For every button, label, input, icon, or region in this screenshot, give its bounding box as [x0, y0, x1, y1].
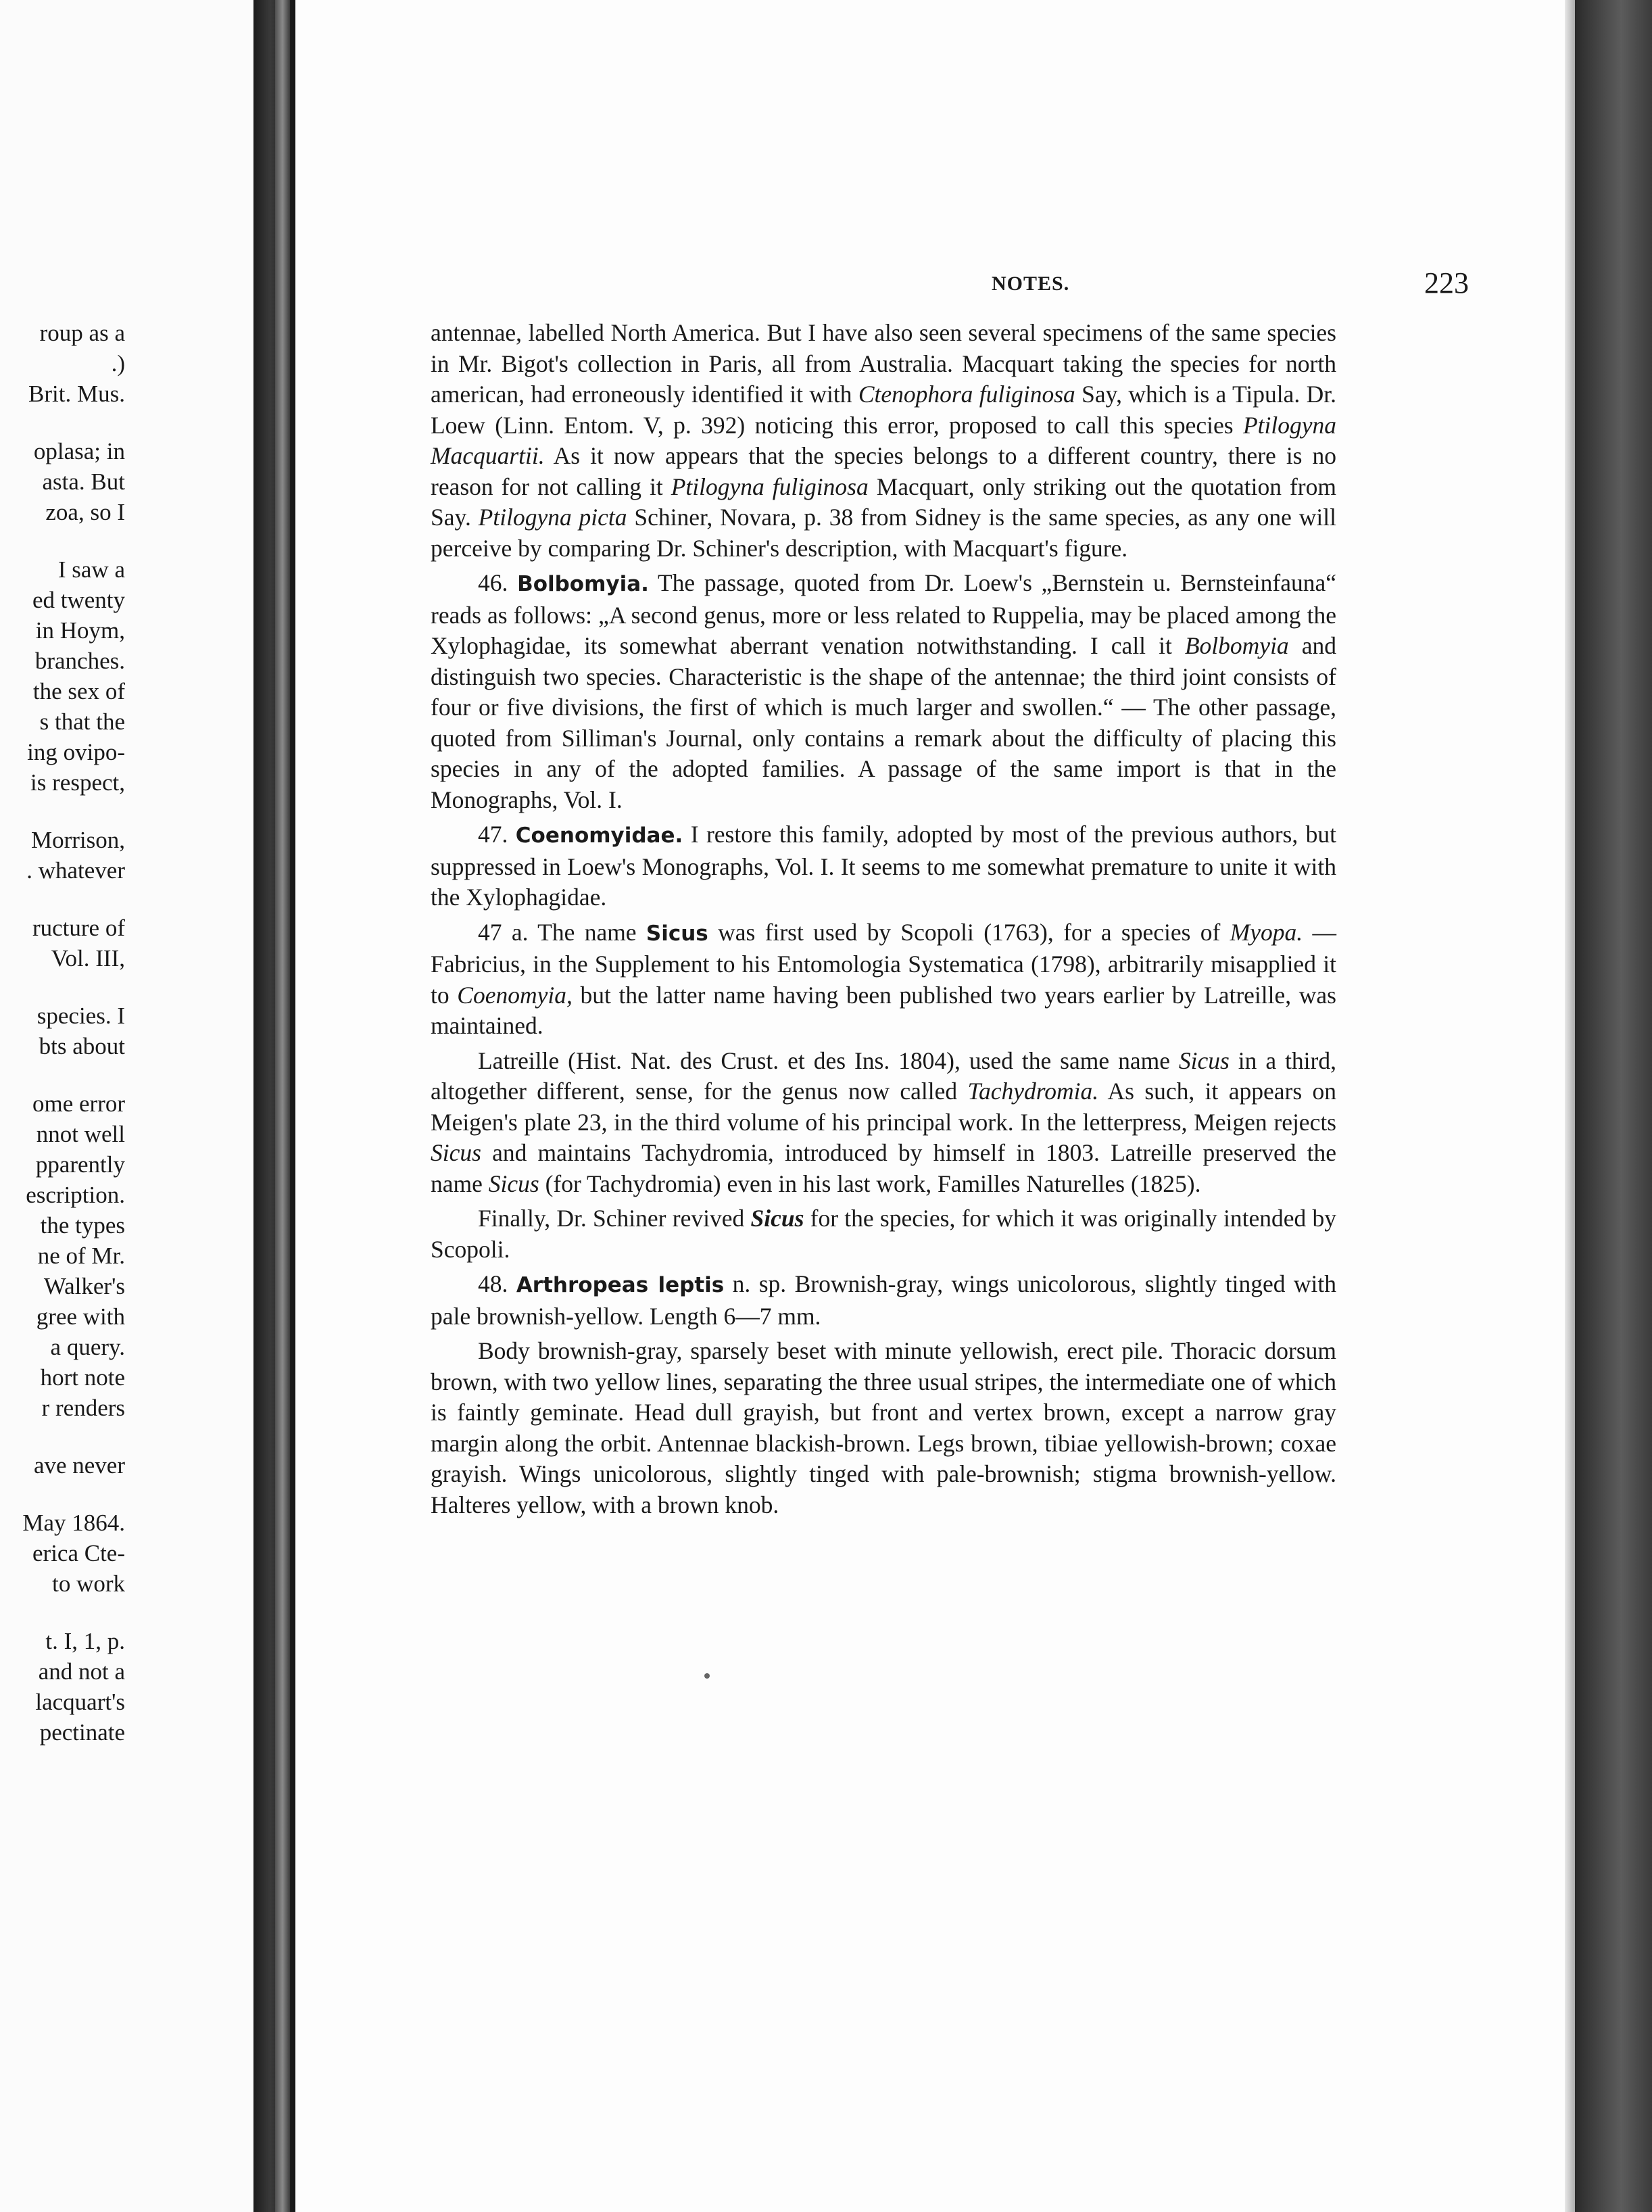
previous-page-fragment — [0, 0, 253, 2212]
note-47-coenomyidae — [431, 819, 1336, 913]
previous-page-line: Brit. Mus. — [28, 381, 125, 407]
text-run: and distinguish two species. Characteristic is the shape of the antennae; the third joint consists of four or five divisions, the first of which is much larger and swollen.“ — The other passage, quoted from Silliman's Journal, only contains a remark about the difficulty of placing this species in any of the adopted families. A passage of the same import is that in the Monographs, Vol. I. — [431, 632, 1336, 813]
genus-heading: Sicus — [646, 921, 708, 946]
running-head: NOTES. — [992, 272, 1070, 295]
line-gap — [0, 409, 125, 436]
taxon-name: Sicus — [488, 1170, 539, 1197]
taxon-name: Sicus — [431, 1139, 481, 1166]
previous-page-line: oplasa; in — [33, 438, 125, 464]
taxon-name: Ptilogyna Macquartii. — [431, 411, 1336, 469]
line-gap — [0, 973, 125, 1001]
note-46-bolbomyia — [431, 568, 1336, 815]
previous-page-line: pparently — [35, 1151, 125, 1178]
taxon-name: Ctenophora fuliginosa — [858, 381, 1075, 408]
text-run: Macquart, only striking out the quotation from Say. — [431, 473, 1336, 531]
previous-page-line: branches. — [34, 648, 125, 674]
previous-page-line: . whatever — [26, 857, 125, 884]
paragraph-schiner — [431, 1203, 1336, 1265]
note-number: 48. — [478, 1270, 508, 1297]
previous-page-line: ome error — [32, 1090, 125, 1117]
text-run: and maintains Tachydromia, introduced by himself in 1803. Latreille preserved the name — [431, 1139, 1336, 1197]
previous-page-line: in Hoym, — [35, 617, 125, 644]
previous-page-text — [0, 318, 125, 1748]
text-run: Schiner, Novara, p. 38 from Sidney is the same species, as any one will perceive by comparing Dr. Schiner's description, with Macquart's figure. — [431, 504, 1336, 562]
taxon-name: Myopa. — [1230, 918, 1303, 946]
note-48-arthropeas — [431, 1269, 1336, 1332]
text-run: Say, which is a Tipula. Dr. Loew (Linn. Entom. V, p. 392) noticing this error, proposed to call this species — [431, 381, 1336, 439]
text-run: for the species, for which it was originally intended by Scopoli. — [431, 1205, 1336, 1263]
previous-page-line: Vol. III, — [51, 945, 125, 971]
previous-page-line: ructure of — [32, 915, 125, 941]
text-run: but the latter name having been published two years earlier by Latreille, was maintained. — [431, 981, 1336, 1039]
previous-page-line: gree with — [36, 1303, 125, 1330]
previous-page-line: asta. But — [42, 468, 125, 495]
paragraph-latreille — [431, 1046, 1336, 1200]
line-gap — [0, 1061, 125, 1088]
previous-page-line: a query. — [50, 1334, 125, 1360]
text-run: Finally, Dr. Schiner revived — [478, 1205, 751, 1232]
note-number: 47 a. — [478, 918, 529, 946]
previous-page-line: Morrison, — [30, 827, 125, 853]
note-47a-sicus — [431, 917, 1336, 1042]
text-run: Latreille (Hist. Nat. des Crust. et des Ins. 1804), used the same name — [478, 1047, 1179, 1074]
text-run: n. sp. Brownish-gray, wings unicolorous, slightly tinged with pale brownish-yellow. Length 6—7 mm. — [431, 1270, 1336, 1330]
note-number: 47. — [478, 821, 508, 848]
paragraph-description — [431, 1336, 1336, 1520]
line-gap — [0, 1599, 125, 1626]
previous-page-line: ave never — [33, 1452, 125, 1478]
taxon-name: Ptilogyna picta — [478, 504, 627, 531]
previous-page-line: ing ovipo- — [27, 739, 125, 765]
previous-page-line: roup as a — [39, 320, 125, 346]
previous-page-line: and not a — [38, 1658, 125, 1685]
taxon-name: Bolbomyia — [1184, 632, 1289, 659]
taxon-name: Coenomyia, — [457, 981, 573, 1009]
previous-page-line: I saw a — [57, 556, 125, 583]
text-run: As such, it appears on Meigen's plate 23, in the third volume of his principal work. In the letterpress, Meigen rejects — [431, 1078, 1337, 1136]
line-gap — [0, 1423, 125, 1450]
previous-page-line: bts about — [39, 1033, 125, 1059]
genus-heading: Bolbomyia. — [517, 572, 649, 596]
genus-heading: Arthropeas leptis — [516, 1273, 725, 1297]
taxon-name: Sicus — [750, 1205, 804, 1232]
paragraph-ptilogyna — [431, 318, 1336, 564]
previous-page-line: pectinate — [39, 1719, 125, 1746]
page — [295, 0, 1565, 2212]
text-run: was first used by Scopoli (1763), for a species of — [708, 918, 1230, 946]
line-gap — [0, 886, 125, 913]
previous-page-line: ed twenty — [32, 587, 125, 613]
previous-page-line: zoa, so I — [45, 499, 125, 525]
taxon-name: Sicus — [1178, 1047, 1230, 1074]
text-run: The name — [528, 918, 646, 946]
previous-page-line: erica Cte- — [32, 1540, 125, 1566]
body-text — [431, 318, 1336, 1520]
note-number: 46. — [478, 569, 508, 596]
previous-page-line: the sex of — [32, 678, 125, 704]
genus-heading: Coenomyidae. — [515, 823, 683, 848]
page-header — [431, 260, 1647, 301]
line-gap — [0, 798, 125, 825]
previous-page-line: t. I, 1, p. — [45, 1628, 125, 1654]
text-run: As it now appears that the species belongs to a different country, there is no reason for not calling it — [431, 442, 1336, 500]
previous-page-line: is respect, — [30, 769, 125, 796]
previous-page-line: the types — [40, 1212, 125, 1239]
previous-page-line: to work — [52, 1570, 125, 1597]
line-gap — [0, 527, 125, 554]
previous-page-line: lacquart's — [35, 1689, 125, 1715]
text-run: Body brownish-gray, sparsely beset with minute yellowish, erect pile. Thoracic dorsum brown, with two yellow lines, separating the three usual stripes, the intermediate one of which is faintly geminate. Head dull grayish, but front and vertex brown, except a narrow gray margin along the orbit. Antennae blackish-brown. Legs brown, tibiae yellowish-brown; coxae grayish. Wings unicolorous, slightly tinged with pale-brownish; stigma brownish-yellow. Halteres yellow, with a brown knob. — [431, 1337, 1336, 1518]
previous-page-line: Walker's — [43, 1273, 125, 1299]
print-speck — [704, 1673, 710, 1679]
book-page-edges — [1575, 0, 1652, 2212]
previous-page-line: ne of Mr. — [37, 1243, 125, 1269]
page-number: 223 — [1424, 266, 1469, 299]
previous-page-line: nnot well — [36, 1121, 125, 1147]
taxon-name: Ptilogyna fuliginosa — [671, 473, 869, 500]
text-run: I restore this family, adopted by most of the previous authors, but suppressed in Loew's Monographs, Vol. I. It seems to me somewhat premature to unite it with the Xylophagidae. — [431, 821, 1337, 911]
previous-page-line: .) — [111, 350, 125, 377]
previous-page-line: r renders — [41, 1395, 125, 1421]
text-run: (for Tachydromia) even in his last work, Familles Naturelles (1825). — [539, 1170, 1201, 1197]
gutter-highlight — [275, 0, 290, 2212]
previous-page-line: hort note — [40, 1364, 125, 1391]
taxon-name: Tachydromia. — [967, 1078, 1099, 1105]
previous-page-line: escription. — [26, 1182, 125, 1208]
previous-page-line: species. I — [37, 1003, 125, 1029]
previous-page-line: May 1864. — [22, 1510, 125, 1536]
text-run: The passage, quoted from Dr. Loew's „Bernstein u. Bernsteinfauna“ reads as follows: „A second genus, more or less related to Ruppelia, may be placed among the Xylophagidae, its somewhat aberrant venation notwithstanding. I call it — [431, 569, 1337, 659]
line-gap — [0, 1481, 125, 1508]
text-run: — Fabricius, in the Supplement to his Entomologia Systematica (1798), arbitrarily misapplied it to — [431, 918, 1336, 1009]
text-run: antennae, labelled North America. But I have also seen several specimens of the same species in Mr. Bigot's collection in Paris, all from Australia. Macquart taking the species for north american, had erroneously identified it with — [431, 319, 1336, 408]
previous-page-line: s that the — [39, 708, 125, 735]
text-run: in a third, altogether different, sense, for the genus now called — [431, 1047, 1336, 1105]
